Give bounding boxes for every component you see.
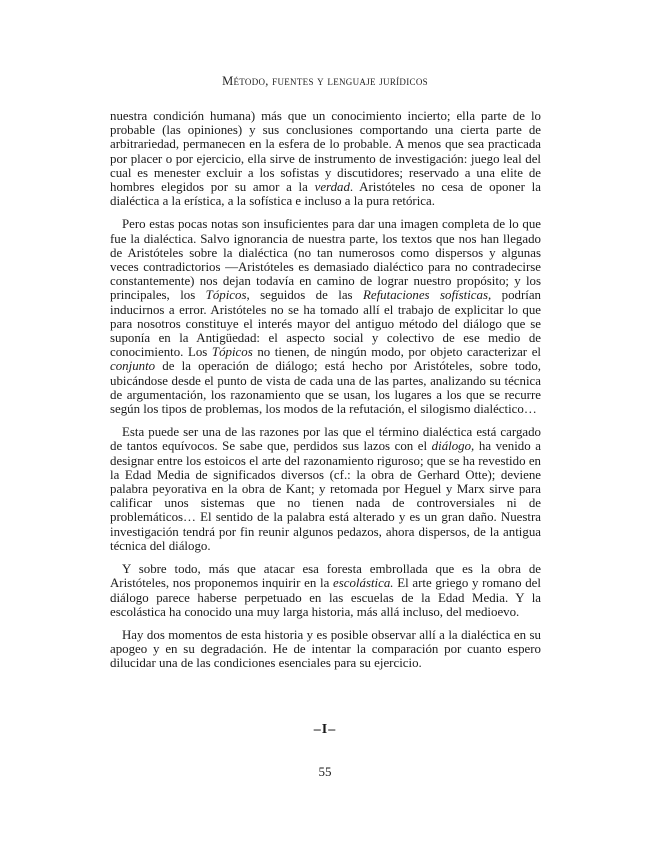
paragraph-2-emphasis-1: Tópicos <box>205 288 247 303</box>
page-body <box>110 109 541 680</box>
paragraph-4-text-b: El arte griego y romano del diálogo parece haberse perpetuado en las escuelas de la Edad Media. Y la escolástica ha conocido una muy larga historia, más allá incluso, del medioevo. <box>110 576 541 619</box>
paragraph-5: Hay dos momentos de esta historia y es posible observar allí a la dialéctica en su apogeo y en su degradación. He de intentar la comparación por cuanto espero dilucidar una de las condiciones esenciales para su ejercicio. <box>110 627 541 671</box>
paragraph-2-text-a: Pero estas pocas notas son insuficientes para dar una imagen completa de lo que fue la dialéctica. Salvo ignorancia de nuestra parte, los textos que nos han llegado de Aristóteles sobre la dialéctica (no tan numerosos como dispersos y algunas veces contradictorios —Aristóteles es demasiado dialéctico para no contradecirse constantemente) nos dejan todavía en camino de lograr nuestro propósito; y los principales, los <box>110 217 541 303</box>
paragraph-3 <box>110 425 541 553</box>
paragraph-4-text-a: Y sobre todo, más que atacar esa foresta embrollada que es la obra de Aristóteles, nos proponemos inquirir en la <box>110 562 541 591</box>
paragraph-2 <box>110 217 541 416</box>
paragraph-2-emphasis-3: Tópicos <box>211 345 253 360</box>
paragraph-2-emphasis-2: Refutaciones sofísticas, <box>362 288 492 303</box>
paragraph-1-text-b: . Aristóteles no cesa de oponer la dialéctica a la erística, a la sofística e incluso a la pura retórica. <box>110 180 541 209</box>
paragraph-1 <box>110 109 541 208</box>
running-header: Método, fuentes y lenguaje jurídicos <box>222 74 428 88</box>
paragraph-2-text-d: no tienen, de ningún modo, por objeto caracterizar el <box>252 345 541 360</box>
paragraph-1-emphasis: verdad <box>314 180 350 195</box>
paragraph-2-emphasis-4: conjunto <box>110 359 156 374</box>
paragraph-2-text-b: , seguidos de las <box>246 288 363 303</box>
paragraph-3-text-a: Esta puede ser una de las razones por las que el término dialéctica está cargado de tantos equívocos. Se sabe que, perdidos sus lazos con el <box>110 425 541 454</box>
paragraph-2-text-c: podrían inducirnos a error. Aristóteles no se ha tomado allí el trabajo de explicitar lo que para nosotros constituye el interés mayor del antiguo método del diálogo que se suponía en la Antigüedad: el aspecto social y colectivo de ese medio de conocimiento. Los <box>110 288 541 360</box>
paragraph-3-emphasis: diálogo, <box>431 439 475 454</box>
section-mark: –I– <box>313 722 337 737</box>
paragraph-4-emphasis: escolástica. <box>333 576 394 591</box>
paragraph-2-text-e: de la operación de diálogo; está hecho por Aristóteles, sobre todo, ubicándose desde el punto de vista de cada una de las partes, analizando su técnica de argumentación, los razonamiento que se usan, los lugares a los que se recurre según los tipos de problemas, los modos de la refutación, el silogismo dialéctico… <box>110 359 541 417</box>
paragraph-1-text-a: nuestra condición humana) más que un conocimiento incierto; ella parte de lo probable (las opiniones) y sus conclusiones comportando una cierta parte de arbitrariedad, permanecen en la esfera de lo probable. A menos que sea practicada por placer o por ejercicio, ella sirve de instrumento de investigación: juego leal del cual es menester excluir a los sofistas y discutidores; reservado a una elite de hombres elegidos por su amor a la <box>110 109 541 195</box>
page-number: 55 <box>318 764 332 779</box>
paragraph-4 <box>110 562 541 619</box>
paragraph-3-text-b: ha venido a designar entre los estoicos el arte del razonamiento riguroso; que se ha revestido en la Edad Media de significados diversos (cf.: la obra de Gerhard Otte); deviene palabra peyorativa en la obra de Kant; y retomada por Heguel y Marx sirve para calificar unos sistemas que no tienen nada de controversiales ni de problemáticos… El sentido de la palabra está alterado y es un gran daño. Nuestra investigación tendrá por fin reunir algunos pedazos, ahora dispersos, de la antigua técnica del diálogo. <box>110 439 541 553</box>
